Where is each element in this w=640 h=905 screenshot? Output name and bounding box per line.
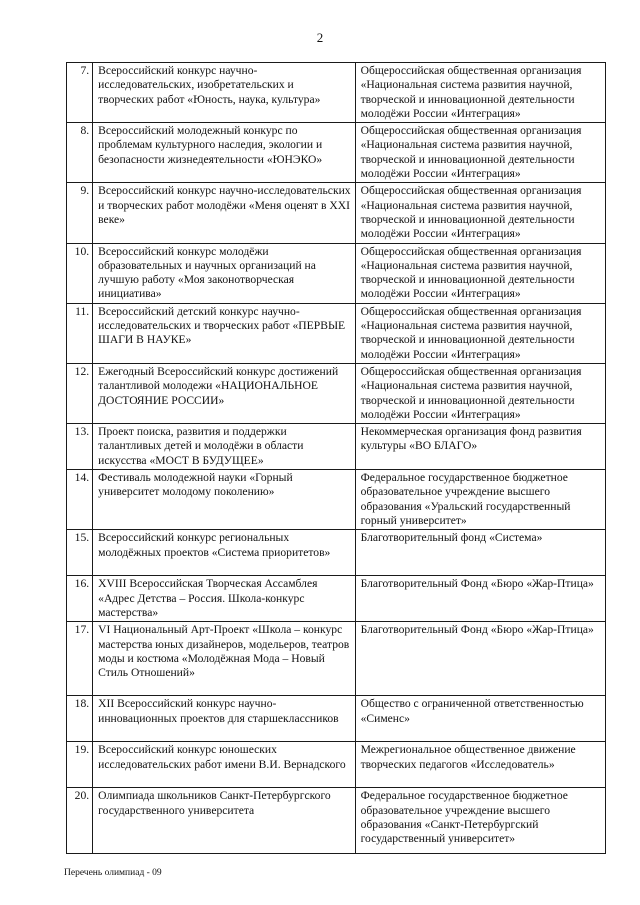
table-row	[67, 303, 606, 363]
organizer-name: Общероссийская общественная организация «Национальная система развития научной, творческой и инновационной деятельности молодёжи России «Интеграция»	[355, 243, 605, 303]
organizer-name: Межрегиональное общественное движение творческих педагогов «Исследователь»	[355, 742, 605, 788]
row-number: 11.	[67, 303, 93, 363]
row-number: 18.	[67, 696, 93, 742]
table-row	[67, 183, 606, 243]
event-name: Всероссийский конкурс юношеских исследовательских работ имени В.И. Вернадского	[93, 742, 355, 788]
event-name: XII Всероссийский конкурс научно-инновационных проектов для старшеклассников	[93, 696, 355, 742]
event-name: Ежегодный Всероссийский конкурс достижений талантливой молодежи «НАЦИОНАЛЬНОЕ ДОСТОЯНИЕ РОССИИ»	[93, 363, 355, 423]
organizer-name: Общероссийская общественная организация «Национальная система развития научной, творческой и инновационной деятельности молодёжи России «Интеграция»	[355, 183, 605, 243]
table-row	[67, 424, 606, 470]
row-number: 15.	[67, 530, 93, 576]
event-name: Всероссийский конкурс молодёжи образовательных и научных организаций на лучшую работу «Моя законотворческая инициатива»	[93, 243, 355, 303]
organizer-name: Благотворительный фонд «Система»	[355, 530, 605, 576]
row-number: 19.	[67, 742, 93, 788]
row-number: 13.	[67, 424, 93, 470]
row-number: 14.	[67, 470, 93, 530]
organizer-name: Благотворительный Фонд «Бюро «Жар-Птица»	[355, 576, 605, 622]
event-name: Проект поиска, развития и поддержки талантливых детей и молодёжи в области искусства «МОСТ В БУДУЩЕЕ»	[93, 424, 355, 470]
row-number: 12.	[67, 363, 93, 423]
row-number: 8.	[67, 123, 93, 183]
table-row	[67, 123, 606, 183]
table-row	[67, 243, 606, 303]
olympiad-table	[66, 62, 606, 854]
organizer-name: Благотворительный Фонд «Бюро «Жар-Птица»	[355, 622, 605, 696]
row-number: 9.	[67, 183, 93, 243]
table-row	[67, 63, 606, 123]
row-number: 10.	[67, 243, 93, 303]
table-row	[67, 788, 606, 854]
organizer-name: Общероссийская общественная организация «Национальная система развития научной, творческой и инновационной деятельности молодёжи России «Интеграция»	[355, 123, 605, 183]
event-name: Всероссийский конкурс региональных молодёжных проектов «Система приоритетов»	[93, 530, 355, 576]
table-row	[67, 622, 606, 696]
event-name: Всероссийский конкурс научно-исследовательских и творческих работ молодёжи «Меня оценят в XXI веке»	[93, 183, 355, 243]
table-row	[67, 742, 606, 788]
table-row	[67, 576, 606, 622]
table-row	[67, 696, 606, 742]
olympiad-table-body	[67, 63, 606, 854]
footer-caption: Перечень олимпиад - 09	[64, 868, 162, 878]
organizer-name: Общество с ограниченной ответственностью «Сименс»	[355, 696, 605, 742]
organizer-name: Общероссийская общественная организация «Национальная система развития научной, творческой и инновационной деятельности молодёжи России «Интеграция»	[355, 303, 605, 363]
row-number: 7.	[67, 63, 93, 123]
organizer-name: Общероссийская общественная организация «Национальная система развития научной, творческой и инновационной деятельности молодёжи России «Интеграция»	[355, 63, 605, 123]
table-row	[67, 530, 606, 576]
organizer-name: Некоммерческая организация фонд развития культуры «ВО БЛАГО»	[355, 424, 605, 470]
row-number: 20.	[67, 788, 93, 854]
row-number: 16.	[67, 576, 93, 622]
organizer-name: Общероссийская общественная организация «Национальная система развития научной, творческой и инновационной деятельности молодёжи России «Интеграция»	[355, 363, 605, 423]
table-row	[67, 363, 606, 423]
row-number: 17.	[67, 622, 93, 696]
event-name: Фестиваль молодежной науки «Горный университет молодому поколению»	[93, 470, 355, 530]
page-number: 2	[316, 30, 324, 45]
organizer-name: Федеральное государственное бюджетное образовательное учреждение высшего образования «Санкт-Петербургский государственный университет»	[355, 788, 605, 854]
organizer-name: Федеральное государственное бюджетное образовательное учреждение высшего образования «Уральский государственный горный университет»	[355, 470, 605, 530]
event-name: XVIII Всероссийская Творческая Ассамблея «Адрес Детства – Россия. Школа-конкурс мастерства»	[93, 576, 355, 622]
event-name: Всероссийский молодежный конкурс по проблемам культурного наследия, экологии и безопасности жизнедеятельности «ЮНЭКО»	[93, 123, 355, 183]
event-name: Всероссийский детский конкурс научно-исследовательских и творческих работ «ПЕРВЫЕ ШАГИ В НАУКЕ»	[93, 303, 355, 363]
event-name: Всероссийский конкурс научно-исследовательских, изобретательских и творческих работ «Юность, наука, культура»	[93, 63, 355, 123]
table-row	[67, 470, 606, 530]
event-name: VI Национальный Арт-Проект «Школа – конкурс мастерства юных дизайнеров, модельеров, театров моды и костюма «Молодёжная Мода – Новый Стиль Отношений»	[93, 622, 355, 696]
event-name: Олимпиада школьников Санкт-Петербургского государственного университета	[93, 788, 355, 854]
